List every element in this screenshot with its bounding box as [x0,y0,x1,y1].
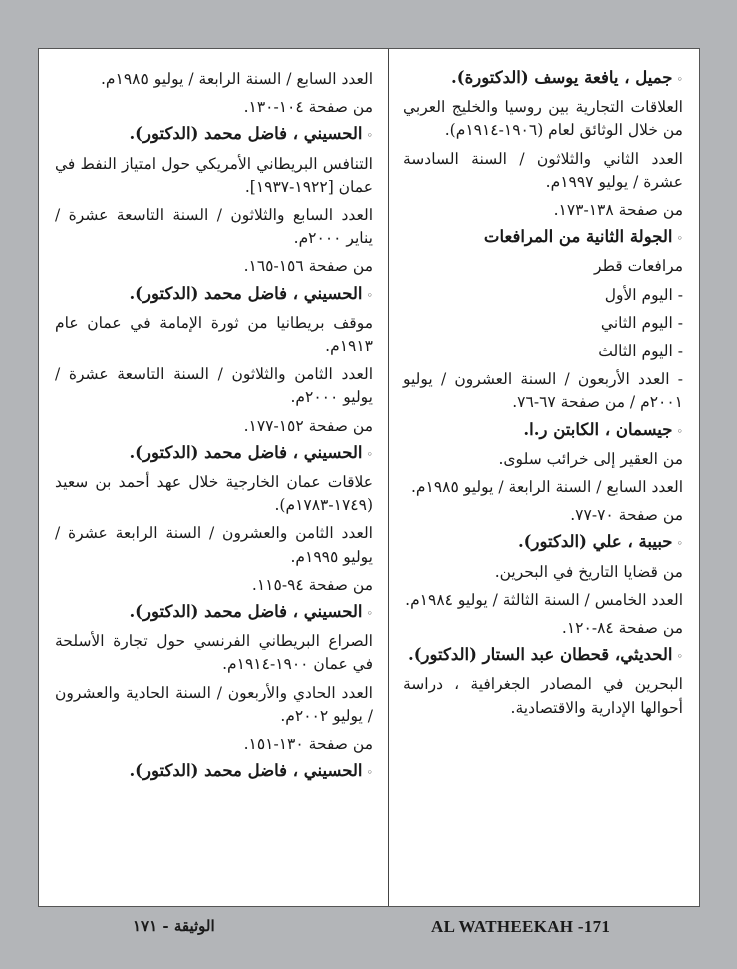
entry-detail-text: - اليوم الثاني [600,313,683,332]
entry-detail-text: التنافس البريطاني الأمريكي حول امتياز النفط في عمان [١٩٢٢-١٩٣٧]. [55,154,373,196]
entry-author-title: ◦الحسيني ، فاضل محمد (الدكتور). [129,124,373,144]
entry-detail-text: العدد الثامن والثلاثون / السنة التاسعة عشرة / يوليو ٢٠٠٠م. [55,365,373,407]
entry-detail-text: من صفحة ١٣٠-١٥١. [243,735,373,754]
bullet-icon: ◦ [676,650,683,664]
entry-detail-text: البحرين في المصادر الجغرافية ، دراسة أحوالها الإدارية والاقتصادية. [403,675,683,717]
entry-author-title: ◦جميل ، يافعة يوسف (الدكتورة). [451,68,683,87]
entry-detail-text: من صفحة ١٠٤-١٣٠. [243,98,373,117]
entry-detail-text: العدد الخامس / السنة الثالثة / يوليو ١٩٨٤م. [405,590,683,609]
bullet-icon: ◦ [676,537,683,551]
bullet-icon: ◦ [366,129,373,143]
bullet-icon: ◦ [676,73,683,86]
entry-author-title: ◦جيسمان ، الكابتن ر.ا. [523,419,683,439]
entry-detail-text: من صفحة ١٥٦-١٦٥. [243,257,373,276]
bullet-icon: ◦ [366,607,373,621]
left-column [55,63,373,784]
entry-detail-text: العدد الثاني والثلاثون / السنة السادسة عشرة / يوليو ١٩٩٧م. [403,149,683,191]
document-page [38,48,700,907]
entry-detail-text: من العقير إلى خرائب سلوى. [498,449,683,468]
entry-detail-text: العدد السابع / السنة الرابعة / يوليو ١٩٨٥م. [100,70,373,88]
entry-detail-text: مرافعات قطر [594,257,683,276]
right-column [403,63,683,720]
bullet-icon: ◦ [676,424,683,438]
entry-author-title: ◦الحسيني ، فاضل محمد (الدكتور). [129,761,373,781]
bullet-icon: ◦ [366,447,373,461]
entry-detail-text: - اليوم الأول [604,285,683,304]
entry-detail-text: من صفحة ٧٠-٧٧. [570,506,683,525]
footer-arabic-page-number: الوثيقة - ١٧١ [133,917,215,935]
entry-author-title: ◦الحسيني ، فاضل محمد (الدكتور). [129,283,373,303]
entry-detail-text: العلاقات التجارية بين روسيا والخليج العربي من خلال الوثائق لعام (١٩٠٦-١٩١٤م). [403,98,683,140]
entry-detail-text: - اليوم الثالث [598,342,683,361]
entry-detail-text: العدد الثامن والعشرون / السنة الرابعة عشرة / يوليو ١٩٩٥م. [55,524,373,566]
entry-detail-text: من صفحة ١٣٨-١٧٣. [553,201,683,220]
bullet-icon: ◦ [366,288,373,302]
entry-detail-text: من قضايا التاريخ في البحرين. [494,562,683,581]
entry-detail-text: العدد السابع والثلاثون / السنة التاسعة عشرة / يناير ٢٠٠٠م. [55,206,373,248]
entry-author-title: ◦حبيبة ، علي (الدكتور). [517,532,683,552]
entry-author-title: ◦الحسيني ، فاضل محمد (الدكتور). [129,442,373,462]
column-divider [388,49,389,906]
entry-author-title: ◦الجولة الثانية من المرافعات [483,227,683,247]
entry-detail-text: من صفحة ٨٤-١٢٠. [561,619,683,638]
entry-detail-text: من صفحة ٩٤-١١٥. [251,575,373,594]
entry-detail-text: من صفحة ١٥٢-١٧٧. [243,416,373,435]
bullet-icon: ◦ [366,766,373,780]
entry-detail-text: - العدد الأربعون / السنة العشرون / يوليو ٢٠٠١م / من صفحة ٦٧-٧٦. [403,370,683,412]
entry-detail-text: موقف بريطانيا من ثورة الإمامة في عمان عام ١٩١٣م. [55,313,373,356]
entry-author-title: ◦الحديثي، قحطان عبد الستار (الدكتور). [407,645,683,665]
entry-detail-text: الصراع البريطاني الفرنسي حول تجارة الأسلحة في عمان ١٩٠٠-١٩١٤م. [55,632,373,674]
entry-detail-text: العدد السابع / السنة الرابعة / يوليو ١٩٨٥م. [410,478,683,497]
bullet-icon: ◦ [676,232,683,246]
entry-author-title: ◦الحسيني ، فاضل محمد (الدكتور). [129,602,373,622]
entry-detail-text: العدد الحادي والأربعون / السنة الحادية والعشرون / يوليو ٢٠٠٢م. [55,683,373,725]
footer-english-page-number: AL WATHEEKAH -171 [431,917,611,936]
entry-detail-text: علاقات عمان الخارجية خلال عهد أحمد بن سعيد (١٧٤٩-١٧٨٣م). [55,473,373,515]
